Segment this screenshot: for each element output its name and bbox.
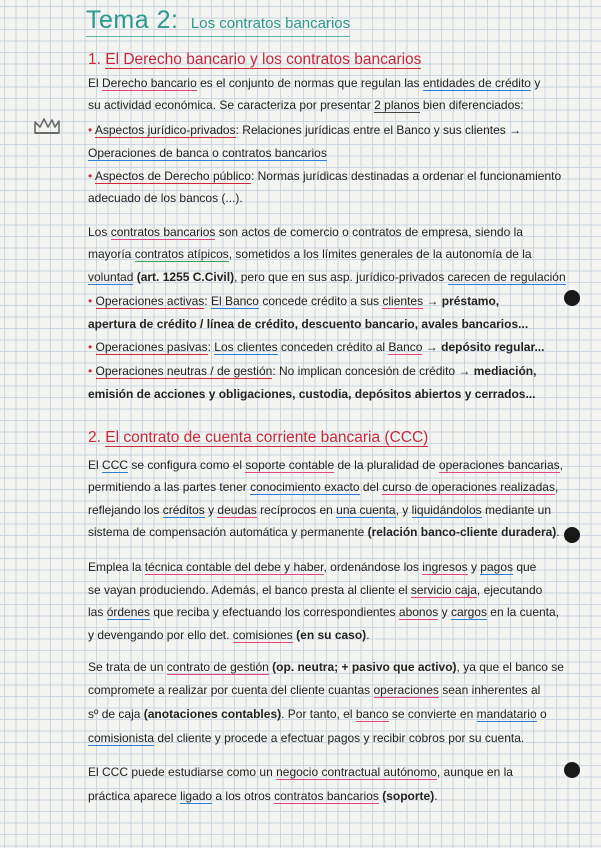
text-segment: : xyxy=(207,340,215,354)
text-segment: : Relaciones jurídicas entre el Banco y sus clientes → xyxy=(235,123,522,137)
text-segment: las xyxy=(88,605,107,619)
text-line xyxy=(88,764,513,780)
text-segment: y xyxy=(530,76,541,90)
text-segment: . Por tanto, el xyxy=(281,707,356,721)
bullet-marker: • xyxy=(88,294,96,308)
underlined-term: operaciones xyxy=(373,683,439,697)
text-segment: Los xyxy=(88,225,111,239)
text-segment: Se trata de un xyxy=(88,660,167,674)
text-line xyxy=(88,788,438,804)
emphasized-text: (op. neutra; + pasivo que activo) xyxy=(272,660,457,674)
underlined-term: créditos xyxy=(162,503,205,517)
page-title xyxy=(86,6,350,35)
text-segment: , ordenándose los xyxy=(323,560,423,574)
crown-doodle-icon xyxy=(32,116,62,136)
emphasized-text: (soporte) xyxy=(382,789,435,803)
text-line xyxy=(88,524,560,540)
text-segment: sistema de compensación automática y permanente xyxy=(88,525,368,539)
text-line xyxy=(88,479,558,495)
text-segment: , sometidos a los límites generales de la autonomía de la xyxy=(228,247,532,261)
text-line xyxy=(88,363,536,379)
ink-dot-mark xyxy=(564,527,580,543)
text-segment: compromete a realizar por cuenta del cliente cuantas xyxy=(88,683,374,697)
text-line xyxy=(88,659,564,675)
underlined-term: liquidándolos xyxy=(411,503,482,517)
text-line xyxy=(88,339,544,355)
text-segment: mediante un xyxy=(481,503,552,517)
text-segment: de la pluralidad de xyxy=(334,458,439,472)
text-line xyxy=(88,502,551,518)
text-line xyxy=(88,145,327,161)
underlined-term: clientes xyxy=(382,294,424,308)
text-segment: que xyxy=(513,560,537,574)
text-segment: son actos de comercio o contratos de empresa, siendo la xyxy=(215,225,523,239)
underlined-term: Aspectos de Derecho público xyxy=(94,169,251,183)
bullet-marker: • xyxy=(88,123,95,137)
underlined-term: Derecho bancario xyxy=(102,76,197,90)
text-segment: 1. xyxy=(88,51,106,68)
text-line xyxy=(88,706,547,722)
text-segment: su actividad económica. Se caracteriza por presentar xyxy=(88,98,375,112)
emphasized-text: emisión de acciones y obligaciones, custodia, depósitos abiertos y cerrados... xyxy=(88,387,536,401)
text-line xyxy=(88,190,243,206)
underlined-term: comisionista xyxy=(88,731,155,745)
text-segment: adecuado de los bancos (...). xyxy=(88,191,243,205)
text-segment: del xyxy=(359,480,383,494)
underlined-term: carecen de regulación xyxy=(447,270,566,284)
emphasized-text: préstamo, xyxy=(441,294,500,308)
underlined-term: abonos xyxy=(398,605,439,619)
underlined-term: técnica contable del debe y haber xyxy=(144,560,324,574)
text-segment: , ya que el banco se xyxy=(456,660,564,674)
text-segment: a los otros xyxy=(212,789,275,803)
text-segment: se convierte en xyxy=(388,707,477,721)
text-segment: y xyxy=(204,503,218,517)
underlined-term: ingresos xyxy=(422,560,468,574)
underlined-term: servicio caja xyxy=(410,583,477,597)
text-segment: , pero que en sus asp. jurídico-privados xyxy=(234,270,448,284)
emphasized-text: (art. 1255 C.Civil) xyxy=(136,270,235,284)
text-segment: El CCC puede estudiarse como un xyxy=(88,765,277,779)
text-segment: del cliente y procede a efectuar pagos y recibir cobros por su cuenta. xyxy=(154,731,525,745)
text-segment: se vayan produciendo. Además, el banco presta al cliente el xyxy=(88,583,411,597)
underlined-term: Aspectos jurídico-privados xyxy=(94,123,236,137)
bullet-marker: • xyxy=(88,340,96,354)
underlined-term: soporte contable xyxy=(245,458,335,472)
underlined-term: operaciones bancarias xyxy=(438,458,560,472)
ink-dot-mark xyxy=(564,762,580,778)
section-heading xyxy=(88,428,428,447)
text-segment: que reciba y efectuando los correspondientes xyxy=(150,605,399,619)
text-line xyxy=(88,457,563,473)
text-line xyxy=(88,75,540,91)
underlined-term: entidades de crédito xyxy=(422,76,531,90)
text-line xyxy=(88,97,524,113)
underlined-term: conocimiento exacto xyxy=(250,480,360,494)
underlined-term: contratos bancarios xyxy=(110,225,216,239)
underlined-term: Operaciones de banca o contratos bancarios xyxy=(88,146,327,160)
text-line xyxy=(88,293,499,309)
text-line xyxy=(88,386,535,402)
text-segment: Emplea la xyxy=(88,560,145,574)
text-segment: permitiendo a las partes tener xyxy=(88,480,251,494)
title-underline xyxy=(86,36,350,38)
underlined-term: Operaciones pasivas xyxy=(95,340,208,354)
underlined-term: cargos xyxy=(450,605,487,619)
text-segment: en la cuenta, xyxy=(486,605,560,619)
underlined-term: Operaciones activas xyxy=(95,294,205,308)
underlined-term: deudas xyxy=(217,503,257,517)
underlined-term: Operaciones neutras / de gestión xyxy=(95,364,273,378)
underlined-term: CCC xyxy=(102,458,129,472)
underlined-term: contratos atípicos xyxy=(134,247,229,261)
underlined-term: contratos bancarios xyxy=(274,789,379,803)
text-segment: concede crédito a sus xyxy=(258,294,383,308)
text-segment: . xyxy=(434,789,438,803)
underlined-term: El Banco xyxy=(210,294,259,308)
emphasized-text: (anotaciones contables) xyxy=(143,707,282,721)
underlined-term: Banco xyxy=(388,340,423,354)
text-segment: sean inherentes al xyxy=(438,683,541,697)
text-segment: : No implican concesión de crédito → xyxy=(272,364,474,378)
text-line xyxy=(88,559,536,575)
text-line xyxy=(88,224,523,240)
text-segment: . xyxy=(556,525,560,539)
text-segment: sº de caja xyxy=(88,707,144,721)
underlined-term: ligado xyxy=(180,789,213,803)
text-segment: y xyxy=(438,605,451,619)
underlined-term: Los clientes xyxy=(214,340,278,354)
emphasized-text: (relación banco-cliente duradera) xyxy=(367,525,557,539)
text-line xyxy=(88,122,521,138)
text-segment: , xyxy=(559,458,563,472)
underlined-term: contrato de gestión xyxy=(166,660,269,674)
text-line xyxy=(88,246,532,262)
text-line xyxy=(88,168,561,184)
text-segment: → xyxy=(423,294,442,308)
text-segment: recíprocos en xyxy=(256,503,337,517)
text-segment: , aunque en la xyxy=(436,765,513,779)
underlined-term: voluntad xyxy=(88,270,134,284)
underlined-term: comisiones xyxy=(232,628,293,642)
text-segment: . xyxy=(366,628,370,642)
title-topic-number: Tema 2: xyxy=(86,6,179,34)
text-segment: y devengando por ello det. xyxy=(88,628,233,642)
text-segment: práctica aparece xyxy=(88,789,181,803)
text-line xyxy=(88,682,540,698)
underlined-term: pagos xyxy=(480,560,513,574)
text-line xyxy=(88,604,559,620)
bullet-marker: • xyxy=(88,364,96,378)
text-segment: reflejando los xyxy=(88,503,163,517)
text-segment: 2. xyxy=(88,429,106,446)
emphasized-text: mediación, xyxy=(473,364,537,378)
text-segment: o xyxy=(536,707,547,721)
underlined-term: 2 planos xyxy=(374,98,420,112)
title-topic-name: Los contratos bancarios xyxy=(190,15,351,32)
bullet-marker: • xyxy=(88,169,95,183)
underlined-term: banco xyxy=(355,707,389,721)
text-segment: , y xyxy=(395,503,412,517)
emphasized-text: depósito regular... xyxy=(441,340,545,354)
text-segment: conceden crédito al xyxy=(277,340,389,354)
emphasized-text: apertura de crédito / línea de crédito, descuento bancario, avales bancarios... xyxy=(88,317,529,331)
underlined-term: El contrato de cuenta corriente bancaria (CCC) xyxy=(105,429,429,446)
text-line xyxy=(88,269,566,285)
text-line xyxy=(88,316,528,332)
emphasized-text: (en su caso) xyxy=(296,628,367,642)
text-line xyxy=(88,730,524,746)
text-segment: , ejecutando xyxy=(476,583,543,597)
underlined-term: El Derecho bancario y los contratos bancarios xyxy=(105,51,422,68)
text-segment: se configura como el xyxy=(128,458,246,472)
text-segment: → xyxy=(422,340,442,354)
underlined-term: órdenes xyxy=(106,605,151,619)
underlined-term: curso de operaciones realizadas xyxy=(382,480,555,494)
text-segment: El xyxy=(88,76,103,90)
text-segment: y xyxy=(467,560,481,574)
text-segment: El xyxy=(88,458,103,472)
text-segment: mayoría xyxy=(88,247,135,261)
text-line xyxy=(88,582,542,598)
section-heading xyxy=(88,50,421,69)
underlined-term: negocio contractual autónomo xyxy=(276,765,437,779)
text-segment: , xyxy=(554,480,559,494)
text-line xyxy=(88,627,370,643)
text-segment: es el conjunto de normas que regulan las xyxy=(196,76,423,90)
text-segment: : xyxy=(204,294,211,308)
underlined-term: una cuenta xyxy=(336,503,396,517)
text-segment: : Normas jurídicas destinadas a ordenar el funcionamiento xyxy=(250,169,562,183)
underlined-term: mandatario xyxy=(476,707,537,721)
text-segment: bien diferenciados: xyxy=(419,98,524,112)
ink-dot-mark xyxy=(564,290,580,306)
